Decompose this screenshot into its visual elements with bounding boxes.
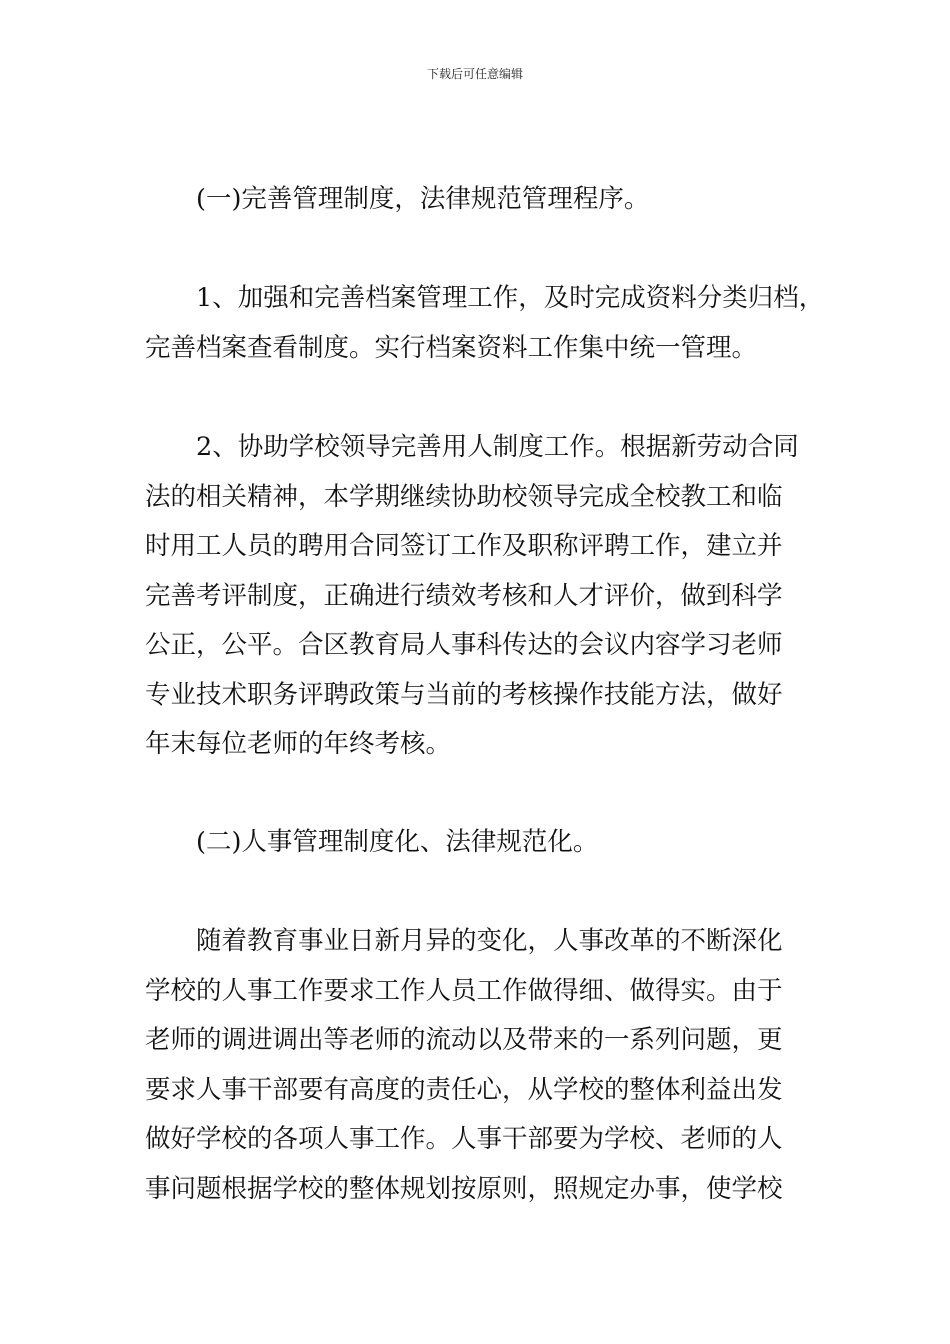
text-line: 2、协助学校领导完善用人制度工作。根据新劳动合同 [196, 432, 799, 462]
text-line: 法的相关精神，本学期继续协助校领导完成全校教工和临 [145, 481, 783, 512]
text-line: 事问题根据学校的整体规划按原则，照规定办事，使学校 [145, 1173, 783, 1204]
text-line: 时用工人员的聘用合同签订工作及职称评聘工作，建立并 [145, 531, 783, 561]
text-line: 公正，公平。合区教育局人事科传达的会议内容学习老师 [145, 630, 783, 660]
text-line: 做好学校的各项人事工作。人事干部要为学校、老师的人 [145, 1124, 783, 1154]
text-line: 学校的人事工作要求工作人员工作做得细、做得实。由于 [145, 975, 783, 1006]
text-line: 专业技术职务评聘政策与当前的考核操作技能方法，做好 [145, 679, 783, 710]
section-heading-2 [145, 818, 835, 868]
text-line: (二)人事管理制度化、法律规范化。 [196, 827, 599, 857]
text-line: 随着教育事业日新月异的变化，人事改革的不断深化 [196, 926, 783, 956]
text-line: 老师的调进调出等老师的流动以及带来的一系列问题，更 [145, 1025, 783, 1055]
paragraph-3 [145, 917, 835, 1214]
paragraph-2 [145, 423, 835, 770]
page-header: 下载后可任意编辑 [426, 67, 523, 81]
text-line: 完善考评制度，正确进行绩效考核和人才评价，做到科学 [145, 580, 783, 611]
text-line: 要求人事干部要有高度的责任心，从学校的整体利益出发 [145, 1074, 783, 1105]
text-line: 年末每位老师的年终考核。 [145, 729, 452, 759]
text-line: 1、加强和完善档案管理工作，及时完成资料分类归档， [196, 283, 825, 313]
text-line: 完善档案查看制度。实行档案资料工作集中统一管理。 [145, 332, 758, 363]
text-line: (一)完善管理制度，法律规范管理程序。 [196, 184, 650, 214]
section-heading-1 [145, 175, 835, 225]
paragraph-1 [145, 274, 835, 373]
